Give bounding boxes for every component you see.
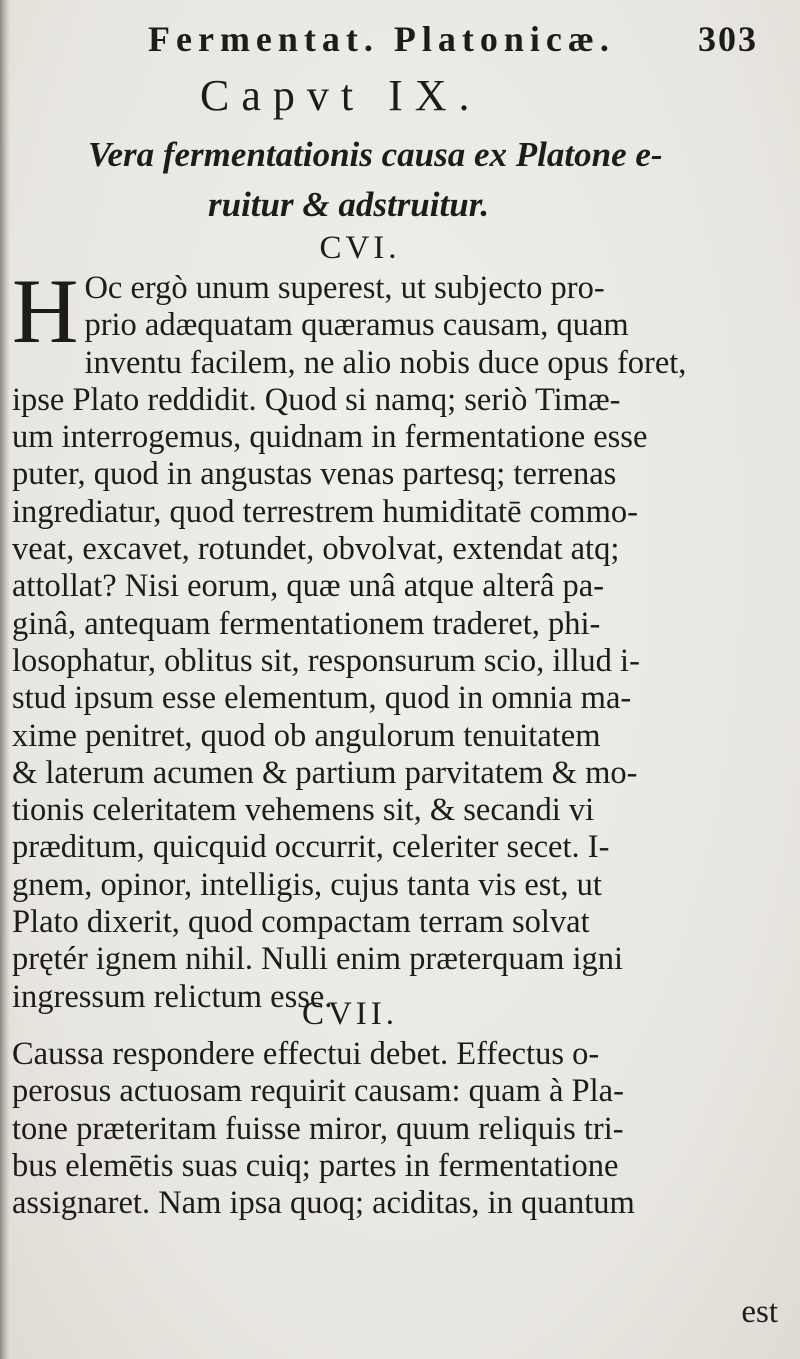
chapter-heading: Capvt IX. — [200, 71, 482, 120]
text-line: stud ipsum esse elementum, quod in omnia ma- — [12, 680, 632, 717]
text-line: præditum, quicquid occurrit, celeriter secet. I- — [12, 829, 610, 866]
text-line: prętér ignem nihil. Nulli enim præterquam igni — [12, 941, 624, 978]
paragraph-cvi — [12, 260, 797, 1016]
text-line: ginâ, antequam fermentationem traderet, phi- — [12, 605, 601, 642]
section-number-cvi: CVI. — [319, 230, 401, 266]
text-line: xime penitret, quod ob angulorum tenuitatem — [12, 717, 601, 754]
text-line: tone præteritam fuisse miror, quum reliquis tri- — [12, 1110, 624, 1147]
running-title: Fermentat. Platonicæ. — [148, 19, 615, 59]
text-line: ingrediatur, quod terrestrem humiditatē commo- — [12, 493, 638, 530]
text-line: perosus actuosam requirit causam: quam à Pla- — [12, 1073, 624, 1110]
text-line: losophatur, oblitus sit, responsurum scio, illud i- — [12, 642, 640, 679]
text-line: & laterum acumen & partium parvitatem & mo- — [12, 754, 638, 791]
text-line: veat, excavet, rotundet, obvolvat, extendat atq; — [12, 531, 620, 568]
text-line: Caussa respondere effectui debet. Effectus o- — [12, 1036, 600, 1072]
drop-capital: H — [12, 260, 79, 362]
text-line: attollat? Nisi eorum, quæ unâ atque alterâ pa- — [12, 568, 605, 605]
text-line: Plato dixerit, quod compactam terram solvat — [12, 904, 590, 941]
text-line: prio adæquatam quæramus causam, quam — [84, 307, 629, 344]
section-number-cvii: CVII. — [301, 996, 399, 1032]
subtitle-line-2: ruitur & adstruitur. — [208, 185, 490, 224]
text-line: puter, quod in angustas venas partesq; terrenas — [12, 456, 617, 493]
text-line: um interrogemus, quidnam in fermentatione esse — [12, 419, 648, 456]
catchword: est — [741, 1294, 778, 1330]
text-line: gnem, opinor, intelligis, cujus tanta vis est, ut — [12, 866, 602, 903]
paragraph-cvii — [12, 1036, 797, 1222]
text-line: tionis celeritatem vehemens sit, & secandi vi — [12, 792, 595, 829]
page-gutter-shadow — [0, 0, 10, 1359]
text-line: ingressum relictum esse. — [12, 978, 333, 1015]
chapter-subtitle — [88, 130, 748, 230]
text-line: inventu facilem, ne alio nobis duce opus foret, — [84, 344, 687, 381]
page-number: 303 — [698, 19, 758, 59]
running-header — [148, 18, 758, 60]
text-line: ipse Plato reddidit. Quod si namq; seriò Timæ- — [12, 381, 621, 418]
subtitle-line-1: Vera fermentationis causa ex Platone e- — [88, 135, 663, 174]
text-line: bus elemētis suas cuiq; partes in fermentatione — [12, 1147, 619, 1184]
text-line: assignaret. Nam ipsa quoq; aciditas, in quantum — [12, 1185, 635, 1222]
text-line: Oc ergò unum superest, ut subjecto pro- — [84, 270, 605, 306]
